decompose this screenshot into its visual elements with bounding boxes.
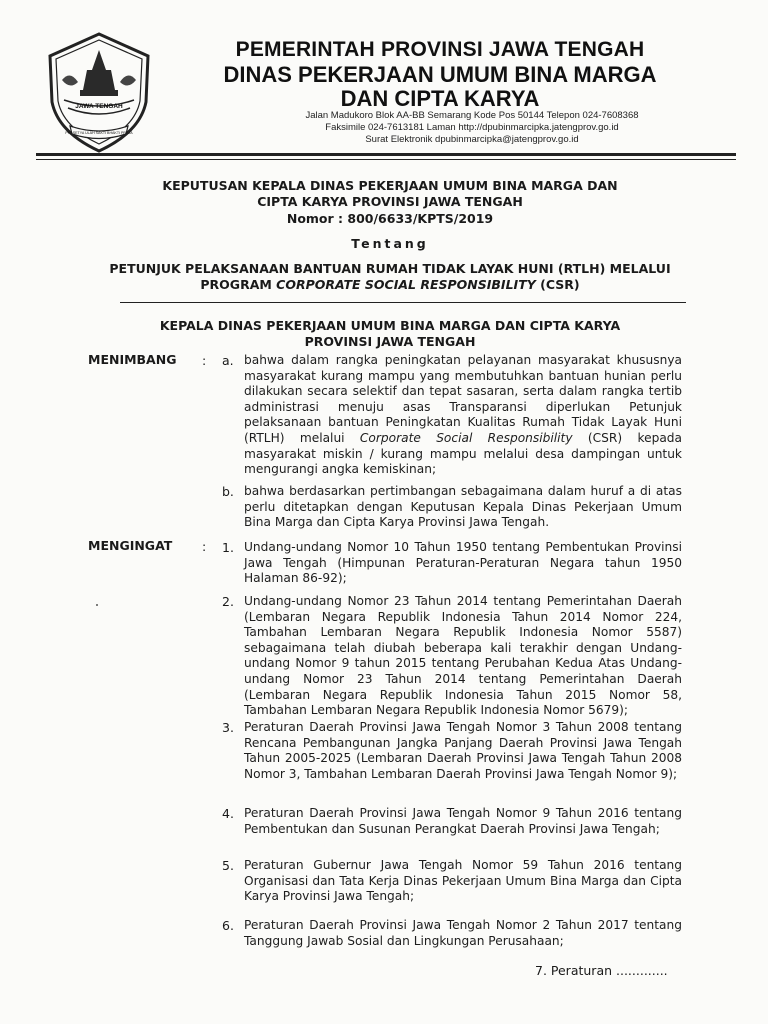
letterhead-email: Surat Elektronik dpubinmarcipka@jatengprov.go.id — [365, 134, 579, 145]
letterhead-government: PEMERINTAH PROVINSI JAWA TENGAH — [235, 38, 645, 61]
mengingat-item-text: Peraturan Daerah Provinsi Jawa Tengah Nomor 2 Tahun 2017 tentang Tanggung Jawab Sosial dan Lingkungan Perusahaan; — [244, 918, 682, 948]
scan-speck — [96, 604, 98, 606]
menimbang-b-mark: b. — [222, 484, 234, 499]
province-emblem-logo — [40, 30, 158, 155]
letterhead-address: Jalan Madukoro Blok AA-BB Semarang Kode Pos 50144 Telepon 024-7608368 — [305, 110, 639, 121]
menimbang-a-part1: bahwa dalam rangka peningkatan pelayanan masyarakat khususnya masyarakat kurang mampu yang membutuhkan bantuan hunian perlu dilakukan secara selektif dan tepat sasaran, serta dalam rangka tertib administrasi menuju asas Transparansi diperlukan Petunjuk pelaksanaan bantuan Peningkatan Kualitas Rumah Tidak Layak Huni (RTLH) melalui — [244, 353, 682, 445]
subject-italic: CORPORATE SOCIAL RESPONSIBILITY — [276, 277, 536, 292]
subject-suffix: (CSR) — [535, 277, 580, 292]
title-divider — [120, 302, 686, 303]
letterhead-divider-thick — [36, 153, 736, 156]
tentang-heading: Tentang — [351, 236, 429, 251]
logo-motto: PRASETYA ULAH SAKTI BHAKTI PRAJA — [65, 131, 133, 135]
decree-title-line1: KEPUTUSAN KEPALA DINAS PEKERJAAN UMUM BINA MARGA DAN — [162, 178, 618, 193]
letterhead-divider-thin — [36, 159, 736, 160]
mengingat-colon: : — [202, 539, 207, 554]
mengingat-item-text: Peraturan Gubernur Jawa Tengah Nomor 59 Tahun 2016 tentang Organisasi dan Tata Kerja Dinas Pekerjaan Umum Bina Marga dan Cipta Karya Provinsi Jawa Tengah; — [244, 858, 682, 904]
official-title-line2: PROVINSI JAWA TENGAH — [304, 334, 476, 349]
menimbang-label: MENIMBANG — [88, 352, 177, 367]
mengingat-item-text: Undang-undang Nomor 23 Tahun 2014 tentang Pemerintahan Daerah (Lembaran Negara Republik Indonesia Tahun 2014 Nomor 224, Tambahan Lembaran Negara Republik Indonesia Nomor 5587) sebagaimana telah diubah beberapa kali terakhir dengan Undang-undang Nomor 9 tahun 2015 tentang Perubahan Kedua Atas Undang-undang Nomor 23 Tahun 2014 tentang Pemerintahan Daerah (Lembaran Negara Republik Indonesia Tahun 2015 Nomor 58, Tambahan Lembaran Negara Republik Indonesia Nomor 5679); — [244, 594, 682, 718]
mengingat-item-mark: 6. — [222, 918, 234, 933]
official-title-line1: KEPALA DINAS PEKERJAAN UMUM BINA MARGA DAN CIPTA KARYA — [159, 318, 621, 333]
decree-title-line2: CIPTA KARYA PROVINSI JAWA TENGAH — [257, 194, 523, 209]
decree-subject-line2 — [60, 277, 720, 292]
mengingat-item-text: Peraturan Daerah Provinsi Jawa Tengah Nomor 9 Tahun 2016 tentang Pembentukan dan Susunan Perangkat Daerah Provinsi Jawa Tengah; — [244, 806, 682, 836]
mengingat-item-mark: 4. — [222, 806, 234, 821]
mengingat-item-mark: 2. — [222, 594, 234, 609]
letterhead-agency: DINAS PEKERJAAN UMUM BINA MARGA — [223, 62, 657, 87]
subject-prefix: PROGRAM — [200, 277, 277, 292]
letterhead-fax-web: Faksimile 024-7613181 Laman http://dpubinmarcipka.jatengprov.go.id — [325, 122, 619, 133]
mengingat-item-mark: 1. — [222, 540, 234, 555]
menimbang-colon: : — [202, 353, 207, 368]
decree-number: Nomor : 800/6633/KPTS/2019 — [286, 211, 494, 226]
letterhead-agency-cont: DAN CIPTA KARYA — [340, 86, 540, 111]
menimbang-a-mark: a. — [222, 353, 234, 368]
menimbang-a-italic: Corporate Social Responsibility — [359, 430, 573, 445]
menimbang-b-text: bahwa berdasarkan pertimbangan sebagaimana dalam huruf a di atas perlu ditetapkan dengan Keputusan Kepala Dinas Pekerjaan Umum Bina Marga dan Cipta Karya Provinsi Jawa Tengah. — [244, 484, 682, 530]
menimbang-a-text — [244, 353, 682, 478]
continuation-marker: 7. Peraturan ............. — [535, 963, 668, 978]
decree-subject-line1: PETUNJUK PELAKSANAAN BANTUAN RUMAH TIDAK LAYAK HUNI (RTLH) MELALUI — [109, 261, 671, 276]
mengingat-item-text: Undang-undang Nomor 10 Tahun 1950 tentang Pembentukan Provinsi Jawa Tengah (Himpunan Peraturan-Peraturan Negara tahun 1950 Halaman 86-92); — [244, 540, 682, 586]
mengingat-item-mark: 3. — [222, 720, 234, 735]
mengingat-item-mark: 5. — [222, 858, 234, 873]
mengingat-label: MENGINGAT — [88, 538, 173, 553]
mengingat-item-text: Peraturan Daerah Provinsi Jawa Tengah Nomor 3 Tahun 2008 tentang Rencana Pembangunan Jangka Panjang Daerah Provinsi Jawa Tengah Tahun 2005-2025 (Lembaran Daerah Provinsi Jawa Tengah Tahun 2008 Nomor 3, Tambahan Lembaran Daerah Provinsi Jawa Tengah Nomor 9); — [244, 720, 682, 781]
logo-text: JAWA TENGAH — [75, 103, 123, 110]
menimbang-a-part2: (CSR) kepada masyarakat miskin / kurang mampu melalui desa dampingan untuk mengurangi angka kemiskinan; — [244, 430, 682, 477]
